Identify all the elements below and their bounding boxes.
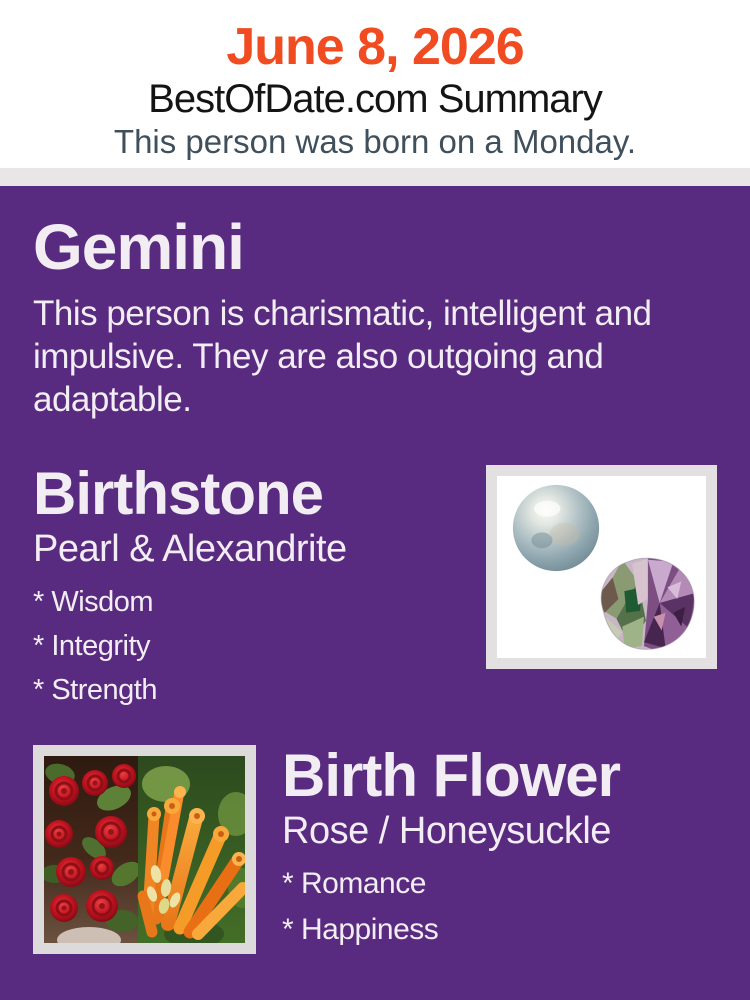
birthstone-trait: * Strength <box>33 674 157 706</box>
birthstone-trait: * Integrity <box>33 630 150 662</box>
birthstone-heading: Birthstone <box>33 460 323 527</box>
flower-photo-frame <box>33 745 256 954</box>
birth-flower-section <box>33 742 717 961</box>
birth-flower-heading: Birth Flower <box>282 742 621 809</box>
birth-flower-trait: * Happiness <box>282 913 439 946</box>
site-title: BestOfDate.com Summary <box>148 77 602 121</box>
rose-and-honeysuckle-illustration <box>44 756 245 943</box>
roses-half <box>44 756 145 943</box>
birth-flower-names: Rose / Honeysuckle <box>282 810 611 852</box>
birthstone-traits-list <box>33 587 347 705</box>
birthstone-text-column <box>33 460 347 719</box>
birth-flower-traits-list <box>282 869 620 945</box>
born-weekday-text: This person was born on a Monday. <box>113 123 637 160</box>
header <box>0 0 750 168</box>
zodiac-description: This person is charismatic, intelligent and impulsive. They are also outgoing and adaptable. <box>33 294 652 419</box>
date-heading: June 8, 2026 <box>226 18 524 76</box>
birth-flower-trait: * Romance <box>282 867 426 900</box>
birthstone-trait: * Wisdom <box>33 586 154 618</box>
birthstone-names: Pearl & Alexandrite <box>33 528 347 570</box>
birthstone-section <box>33 460 717 719</box>
zodiac-sign-heading: Gemini <box>33 211 244 283</box>
birthstone-photo-frame <box>486 465 717 669</box>
header-divider <box>0 168 750 186</box>
honeysuckle-half <box>138 756 245 943</box>
birth-flower-text-column <box>282 742 621 961</box>
zodiac-panel <box>0 186 750 1000</box>
alexandrite-illustration <box>583 548 701 654</box>
